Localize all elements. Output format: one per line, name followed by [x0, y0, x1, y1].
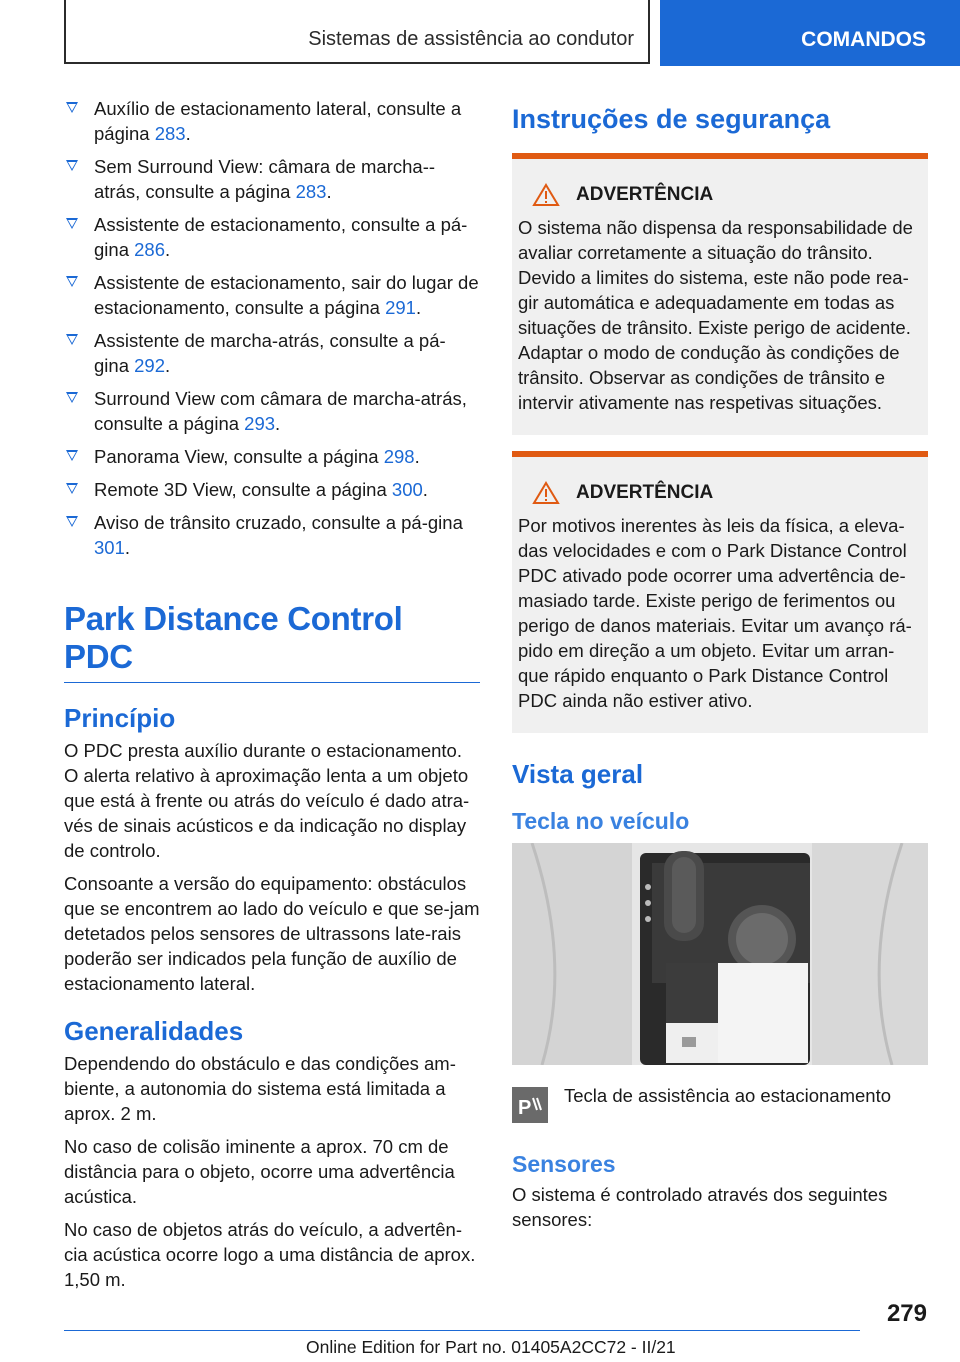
section-title-safety: Instruções de segurança — [512, 104, 831, 134]
list-item: Aviso de trânsito cruzado, consulte a pá-gina 301. — [64, 510, 480, 560]
list-item: Remote 3D View, consulte a página 300. — [64, 477, 480, 502]
chapter-title: Park Distance Control PDC — [64, 600, 480, 683]
page-link[interactable]: 298 — [383, 446, 415, 467]
warning-text: Por motivos inerentes às leis da física, a eleva-das velocidades e com o Park Distance Control PDC ativado pode ocorrer uma advertência de-masiado tarde. Existe perigo de ferimentos ou perigo de danos materiais. Evitar um avanço rá-pido em direção a um objeto. Evitar um arran-que rápido enquanto o Park Distance Control PDC ainda não estiver ativo. — [518, 515, 912, 711]
header-section-label: COMANDOS — [801, 28, 926, 51]
bullet-triangle-icon — [66, 102, 78, 113]
list-item: Surround View com câmara de marcha-atrás, consulte a página 293. — [64, 386, 480, 436]
subsection-title-tecla: Tecla no veículo — [512, 808, 690, 834]
page-link[interactable]: 283 — [154, 123, 186, 144]
center-console-illustration — [512, 843, 928, 1065]
header-section-tab — [660, 0, 960, 66]
page-link[interactable]: 300 — [391, 479, 423, 500]
page-link[interactable]: 291 — [385, 297, 416, 318]
header-title-box — [64, 0, 650, 64]
warning-box — [512, 153, 928, 435]
warning-text: O sistema não dispensa da responsabilidade de avaliar corretamente a situação do trânsito. Devido a limites do sistema, este não pode rea-gir automática e adequadamente em todas as situações de trânsito. Existe perigo de acidente. Adaptar o modo de condução às condições de trânsito. Observar as condições de trânsito e intervir ativamente nas respetivas situações. — [518, 217, 913, 413]
right-column — [512, 96, 928, 1240]
image-caption — [512, 1083, 928, 1123]
page-link[interactable]: 293 — [244, 413, 276, 434]
page-link[interactable]: 286 — [134, 239, 165, 260]
warning-header — [532, 183, 922, 207]
park-assist-button-icon — [512, 1087, 548, 1123]
list-item: Auxílio de estacionamento lateral, consulte a página 283. — [64, 96, 480, 146]
page-link[interactable]: 301 — [94, 537, 125, 558]
warning-triangle-icon — [532, 481, 560, 505]
bullet-triangle-icon — [66, 334, 78, 345]
list-item: Sem Surround View: câmara de marcha--atrás, consulte a página 283. — [64, 154, 480, 204]
warning-box — [512, 451, 928, 733]
bullet-triangle-icon — [66, 160, 78, 171]
page-header — [64, 0, 960, 66]
bullet-triangle-icon — [66, 218, 78, 229]
subsection-title-sensores: Sensores — [512, 1151, 616, 1177]
section-title-generalidades: Generalidades — [64, 1016, 244, 1046]
list-item: Assistente de estacionamento, sair do lugar de estacionamento, consulte a página 291. — [64, 270, 480, 320]
header-title: Sistemas de assistência ao condutor — [308, 28, 634, 50]
left-column — [64, 96, 480, 1300]
bullet-triangle-icon — [66, 276, 78, 287]
warning-triangle-icon — [532, 183, 560, 207]
warning-label: ADVERTÊNCIA — [576, 184, 714, 205]
page-link[interactable]: 283 — [295, 181, 327, 202]
paragraph: Dependendo do obstáculo e das condições am-biente, a autonomia do sistema está limitada a aprox. 2 m. — [64, 1053, 456, 1124]
paragraph: Consoante a versão do equipamento: obstáculos que se encontrem ao lado do veículo e que se-jam detetados pelos sensores de ultrassons late-rais poderão ser indicados pela função de auxílio de estacionamento lateral. — [64, 873, 480, 994]
page-number: 279 — [886, 1300, 927, 1327]
section-title-principio: Princípio — [64, 703, 176, 733]
paragraph: O sistema é controlado através dos seguintes sensores: — [512, 1184, 888, 1230]
page-link[interactable]: 292 — [134, 355, 165, 376]
list-item: Assistente de marcha-atrás, consulte a pá-gina 292. — [64, 328, 480, 378]
cross-reference-list — [64, 96, 480, 560]
bullet-triangle-icon — [66, 392, 78, 403]
footer-divider — [64, 1330, 860, 1331]
section-title-vista-geral: Vista geral — [512, 759, 644, 789]
svg-text:P: P — [518, 1097, 532, 1119]
list-item: Assistente de estacionamento, consulte a pá-gina 286. — [64, 212, 480, 262]
bullet-triangle-icon — [66, 516, 78, 527]
footer-edition: Online Edition for Part no. 01405A2CC72 - II/21 — [306, 1337, 676, 1357]
paragraph: O PDC presta auxílio durante o estacionamento. O alerta relativo à aproximação lenta a um objeto que está à frente ou atrás do veículo é dado atra-vés de sinais acústicos e da indicação no display de controlo. — [64, 740, 470, 861]
center-console-image — [512, 843, 928, 1065]
paragraph: No caso de colisão iminente a aprox. 70 cm de distância para o objeto, ocorre uma advertência acústica. — [64, 1136, 455, 1207]
warning-header — [532, 481, 922, 505]
bullet-triangle-icon — [66, 450, 78, 461]
bullet-triangle-icon — [66, 483, 78, 494]
list-item: Panorama View, consulte a página 298. — [64, 444, 480, 469]
paragraph: No caso de objetos atrás do veículo, a advertên-cia acústica ocorre logo a uma distância de aprox. 1,50 m. — [64, 1219, 476, 1290]
caption-text: Tecla de assistência ao estacionamento — [564, 1085, 892, 1106]
warning-label: ADVERTÊNCIA — [576, 482, 714, 503]
